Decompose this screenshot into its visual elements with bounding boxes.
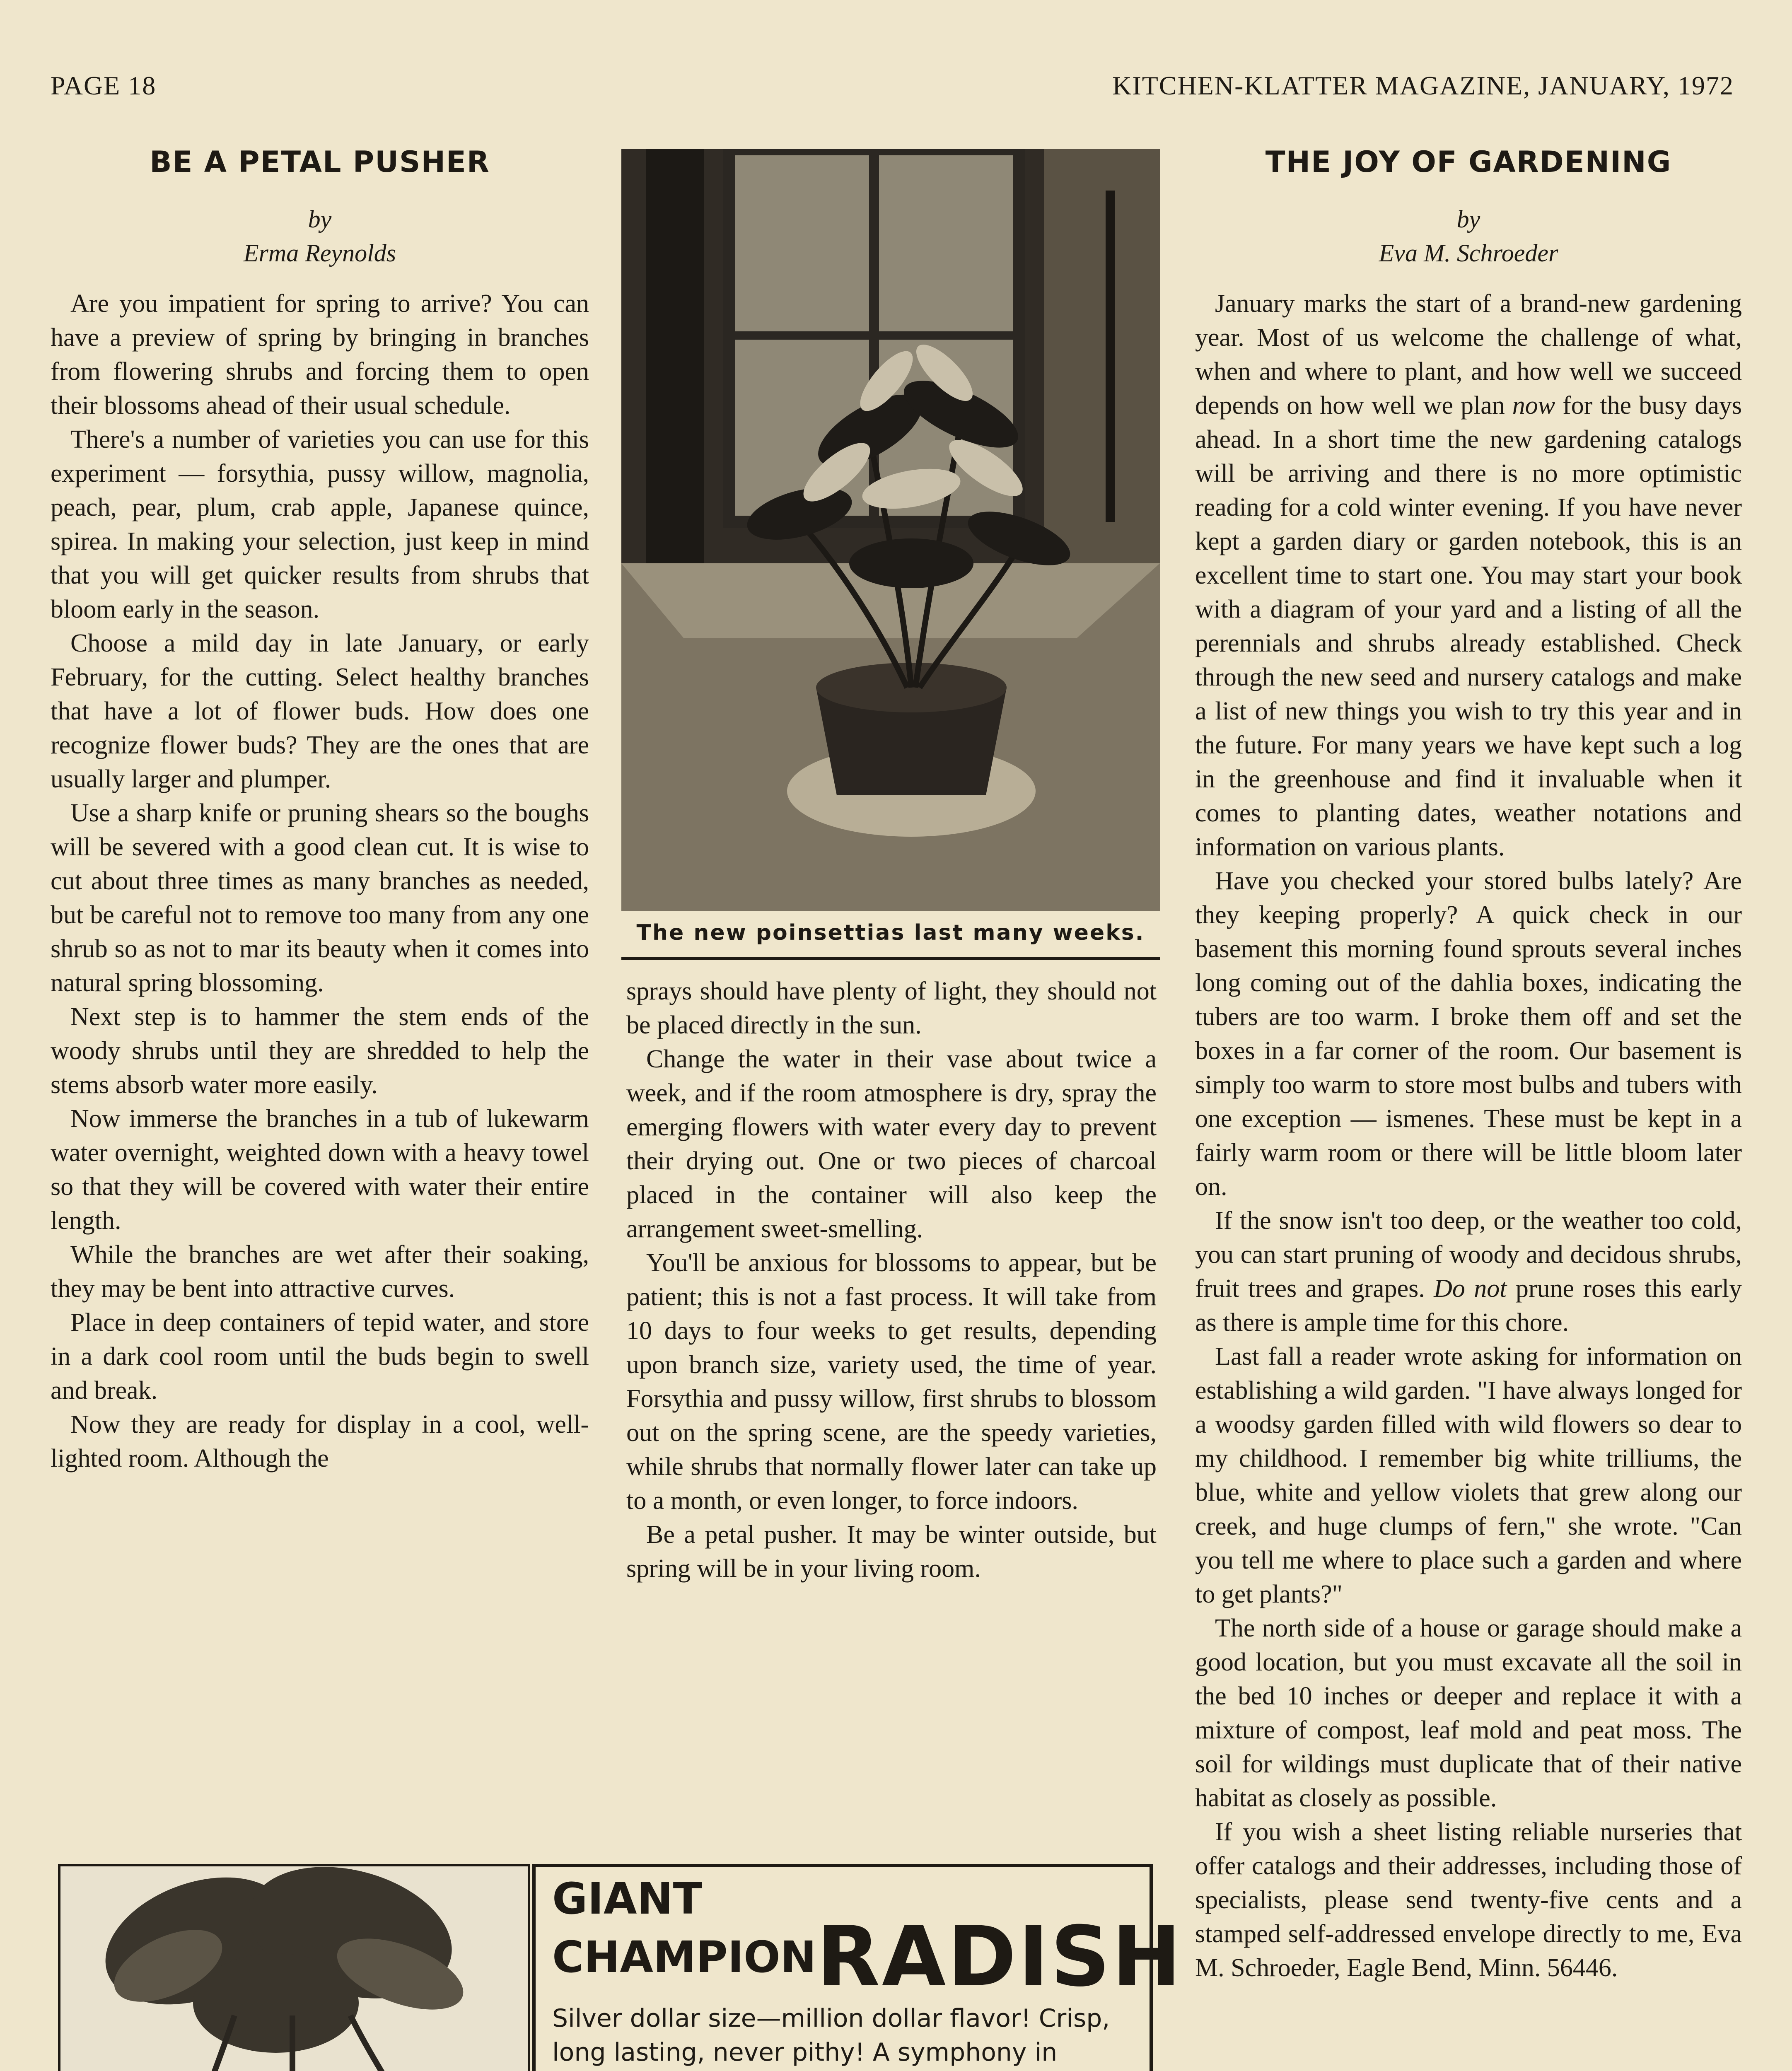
paragraph: Have you checked your stored bulbs lately? Are they keeping properly? A quick check in our basement this morning found sprouts several inches long coming out of the dahlia boxes, indicating the tubers are too warm. I broke them off and set the boxes in a far corner of the room. Our basement is simply too warm to store most bulbs and tubers with one exception — ismenes. These must be kept in a fairly warm room or there will be little bloom later on. [1195,867,1742,1201]
paragraph: Last fall a reader wrote asking for information on establishing a wild garden. "I have always longed for a woodsy garden filled with wild flowers so dear to my childhood. I remember big white trilliums, the blue, white and yellow violets that grew along our creek, and huge clumps of fern," she wrote. "Can you tell me where to place such a garden and where to get plants?" [1195,1342,1742,1608]
byline: by [1456,205,1480,233]
page-number: PAGE 18 [51,71,157,100]
paragraph: If you wish a sheet listing reliable nurseries that offer catalogs and their addresses, including those of specialists, please send twenty-five cents and a stamped self-addressed envelope directly to me, Eva M. Schroeder, Eagle Bend, Minn. 56446. [1195,1818,1742,1982]
paragraph: Now they are ready for display in a cool, well-lighted room. Although the [51,1410,589,1472]
paragraph: Place in deep containers of tepid water, and store in a dark cool room until the buds begin to swell and break. [51,1308,589,1405]
paragraph: Are you impatient for spring to arrive? You can have a preview of spring by bringing in branches from flowering shrubs and forcing them to open their blossoms ahead of their usual schedule. [51,290,589,420]
article-title: BE A PETAL PUSHER [150,145,490,179]
paragraph: If the snow isn't too deep, or the weather too cold, you can start pruning of woody and decidous shrubs, fruit trees and grapes. Do not prune roses this early as there is ample time for this chore. [1195,1207,1742,1337]
ad-copy [532,1864,1183,2071]
poinsettia-illustration [621,149,1160,911]
photo-caption: The new poinsettias last many weeks. [636,920,1145,945]
byline: by [308,205,332,233]
article-title: THE JOY OF GARDENING [1265,145,1672,179]
radish-photo [58,1864,530,2071]
paragraph: Use a sharp knife or pruning shears so the boughs will be severed with a good clean cut. It is wise to cut about three times as many branches as needed, but be careful not to remove too many from any one shrub so as not to mar its beauty when it comes into natural spring blossoming. [51,799,589,997]
radish-illustration [60,1866,530,2071]
paragraph: You'll be anxious for blossoms to appear, but be patient; this is not a fast process. It will take from 10 days to four weeks to get results, depending upon branch size, variety used, the time of year. Forsythia and pussy willow, first shrubs to blossom out on the spring scene, are the speedy varieties, while shrubs that normally flower later can take up to a month, or even longer, to force indoors. [626,1249,1157,1515]
paragraph: There's a number of varieties you can use for this experiment — forsythia, pussy willow, magnolia, peach, pear, plum, crab apple, Japanese quince, spirea. In making your selection, just keep in mind that you will get quicker results from shrubs that bloom early in the season. [51,425,589,623]
paragraph: Next step is to hammer the stem ends of the woody shrubs until they are shredded to help the stems absorb water more easily. [51,1003,589,1099]
paragraph: The north side of a house or garage should make a good location, but you must excavate all the soil in the bed 10 inches or deeper and replace it with a mixture of compost, leaf mold and peat moss. The soil for wildings must duplicate that of their native habitat as closely as possible. [1195,1614,1742,1812]
paragraph: Now immerse the branches in a tub of lukewarm water overnight, weighted down with a heavy towel so that they will be covered with water their entire length. [51,1105,589,1235]
article-petal-pusher [51,145,589,1475]
ad-headline-radish: RADISH [816,1909,1183,2005]
radish-advertisement [58,1864,1183,2071]
article-body [1195,287,1742,1985]
paragraph: sprays should have plenty of light, they should not be placed directly in the sun. [626,977,1157,1039]
caption-divider [621,957,1160,960]
article-joy-of-gardening [1195,145,1742,1985]
paragraph: January marks the start of a brand-new gardening year. Most of us welcome the challenge of what, when and where to plant, and how well we succeed depends on how well we plan now for the busy days ahead. In a short time the new gardening catalogs will be arriving and there is no more optimistic reading for a cold winter evening. If you have never kept a garden diary or garden notebook, this is an excellent time to start one. You may start your book with a diagram of your yard and a listing of all the perennials and shrubs already established. Check through the new seed and nursery catalogs and make a list of new things you wish to try this year and in the future. For many years we have kept such a log in the greenhouse and find it invaluable when it comes to planting dates, weather notations and information on various plants. [1195,290,1742,861]
poinsettia-photo-figure [621,149,1160,945]
author-name: Eva M. Schroeder [1379,239,1558,267]
paragraph: Choose a mild day in late January, or early February, for the cutting. Select healthy branches that have a lot of flower buds. How does one recognize flower buds? They are the ones that are usually larger and plumper. [51,629,589,793]
article-body [626,974,1157,1586]
ad-headline-giant: GIANT [552,1873,703,1924]
author-name: Erma Reynolds [243,239,396,267]
page-header [51,70,1734,108]
magazine-masthead: KITCHEN-KLATTER MAGAZINE, JANUARY, 1972 [1112,71,1734,100]
poinsettia-photo [621,149,1160,911]
ad-headline [552,1909,1183,2005]
ad-description: Silver dollar size—million dollar flavor! Crisp, long lasting, never pithy! A symphony in [552,2004,1110,2067]
article-petal-pusher-continued [626,974,1157,1586]
ad-headline-champion: CHAMPION [552,1932,816,1982]
article-body [51,287,589,1475]
paragraph: Change the water in their vase about twice a week, and if the room atmosphere is dry, spray the emerging flowers with water every day to prevent their drying out. One or two pieces of charcoal placed in the container will also keep the arrangement sweet-smelling. [626,1045,1157,1243]
paragraph: While the branches are wet after their soaking, they may be bent into attractive curves. [51,1241,589,1303]
paragraph: Be a petal pusher. It may be winter outside, but spring will be in your living room. [626,1521,1157,1583]
